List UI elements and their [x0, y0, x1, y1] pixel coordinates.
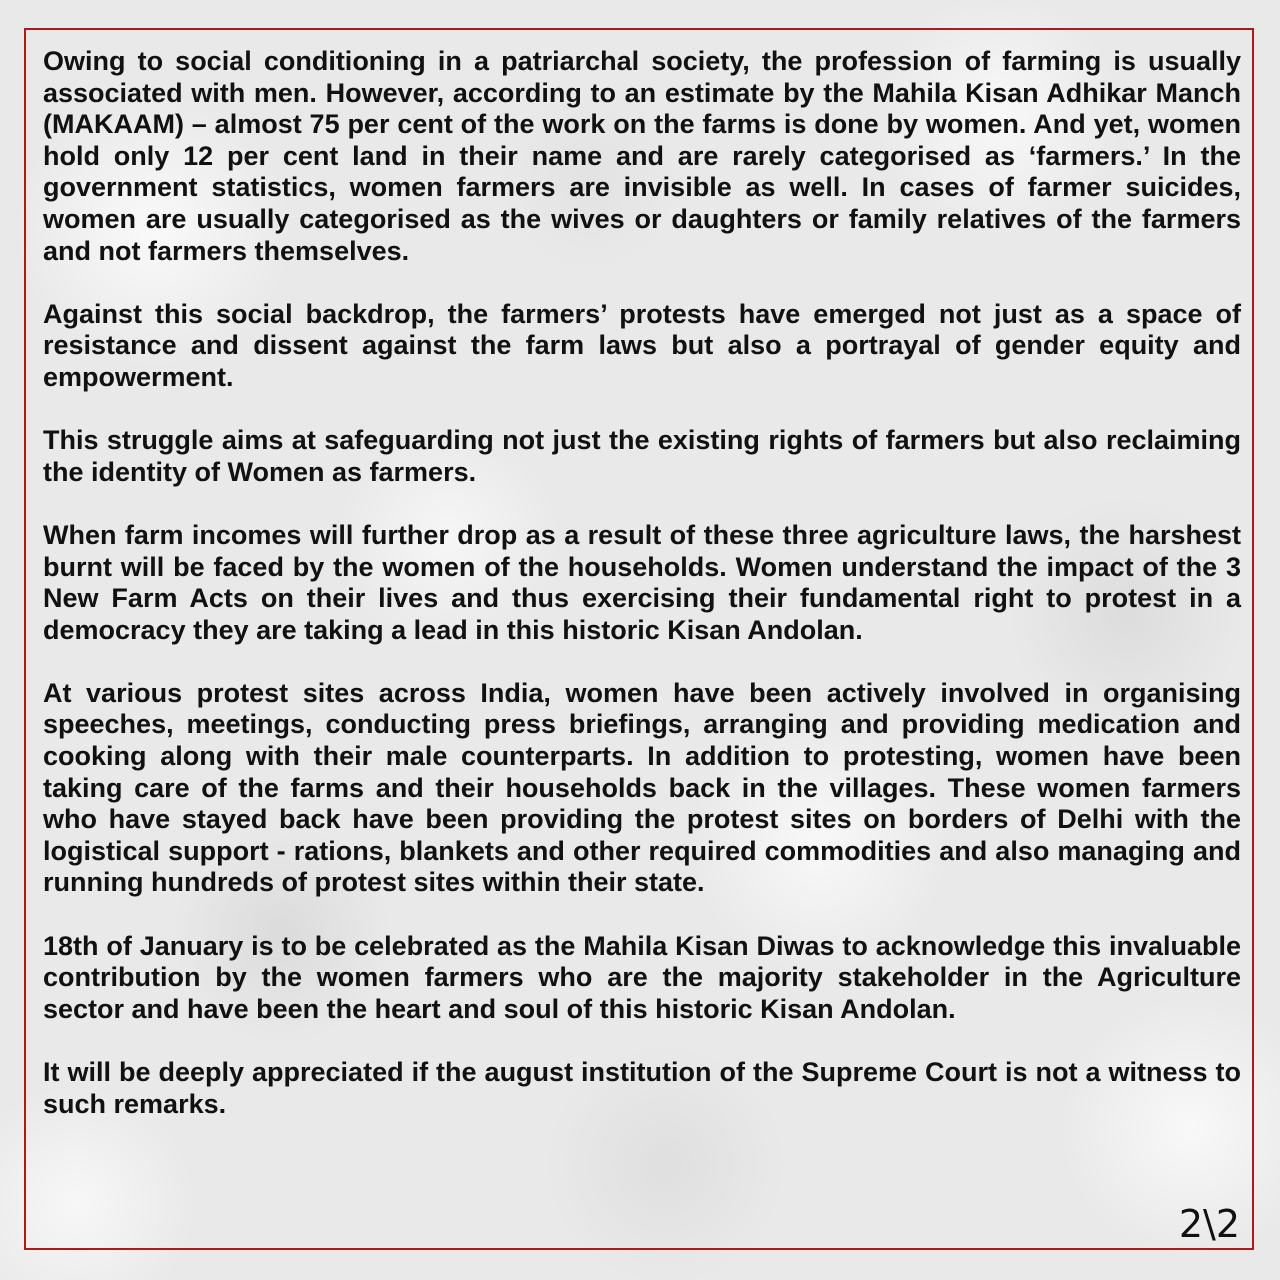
paragraph-social-backdrop: Against this social backdrop, the farmers’ protests have emerged not just as a space of resistance and dissent against the farm laws but also a portrayal of gender equity and empowerment. — [43, 298, 1241, 392]
paragraph-farm-incomes: When farm incomes will further drop as a result of these three agriculture laws, the harshest burnt will be faced by the women of the households. Women understand the impact of the 3 New Farm Acts on their lives and thus exercising their fundamental right to protest in a democracy they are taking a lead in this historic Kisan Andolan. — [43, 519, 1241, 645]
paragraph-supreme-court: It will be deeply appreciated if the august institution of the Supreme Court is not a witness to such remarks. — [43, 1057, 1241, 1119]
paragraph-social-conditioning: Owing to social conditioning in a patriarchal society, the profession of farming is usually associated with men. However, according to an estimate by the Mahila Kisan Adhikar Manch (MAKAAM) – almost 75 per cent of the work on the farms is done by women. And yet, women hold only 12 per cent land in their name and are rarely categorised as ‘farmers.’ In the government statistics, women farmers are invisible as well. In cases of farmer suicides, women are usually categorised as the wives or daughters or family relatives of the farmers and not farmers themselves. — [43, 46, 1241, 266]
page-number: 2\2 — [1178, 1202, 1240, 1246]
document-body — [43, 46, 1241, 1152]
paragraph-mahila-kisan-diwas: 18th of January is to be celebrated as the Mahila Kisan Diwas to acknowledge this invaluable contribution by the women farmers who are the majority stakeholder in the Agriculture sector and have been the heart and soul of this historic Kisan Andolan. — [43, 930, 1241, 1024]
paragraph-protest-sites: At various protest sites across India, women have been actively involved in organising speeches, meetings, conducting press briefings, arranging and providing medication and cooking along with their male counterparts. In addition to protesting, women have been taking care of the farms and their households back in the villages. These women farmers who have stayed back have been providing the protest sites on borders of Delhi with the logistical support - rations, blankets and other required commodities and also managing and running hundreds of protest sites within their state. — [43, 677, 1241, 898]
paragraph-struggle-aims: This struggle aims at safeguarding not just the existing rights of farmers but also reclaiming the identity of Women as farmers. — [43, 425, 1241, 487]
